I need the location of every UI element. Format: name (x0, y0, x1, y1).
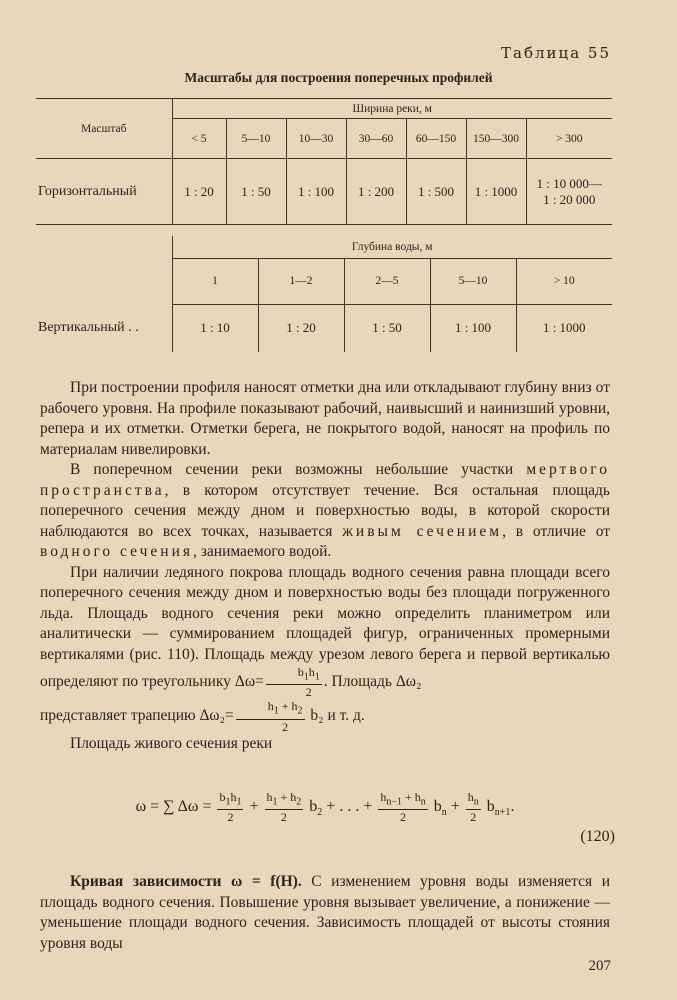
page-number: 207 (588, 958, 611, 974)
width-col: > 300 (526, 119, 612, 159)
masshtab-header: Масштаб (36, 99, 172, 159)
horizontal-value: 1 : 200 (346, 159, 406, 225)
paragraph: При наличии ледяного покрова площадь водного сечения равна площади всего поперечного сечения между дном и поверхностью воды без площади погруженного льда. Площадь водного сечения реки можно определить планиметром или аналитически — суммированием площадей фигур, ограниченных промерными вертикалями (рис. 110). Площадь между урезом левого берега и первой вертикалью определяют по треугольнику Δω= $\frac{b_1h_1}{2}$ . Площадь Δω₂ представляет трапецию Δω₂= $\frac{h_1 + h_2}{2}$ b₂ и т. д. (40, 563, 610, 734)
width-col: < 5 (172, 119, 226, 159)
equation-number: (120) (580, 828, 615, 845)
paragraph: Площадь живого сечения реки (70, 734, 273, 752)
width-caption: Ширина реки, м (172, 99, 612, 119)
depth-col: 2—5 (344, 258, 430, 304)
vertical-value: 1 : 20 (258, 304, 344, 352)
horizontal-value: 1 : 100 (286, 159, 346, 225)
fraction: $\frac{b_1h_1}{2}$ (266, 665, 322, 699)
equation-120: ω = ∑ Δω = $\frac{b_1h_1}{2}$ + $\frac{h_1 + h_2}{2}$ $b_2$ + . . . + $\frac{h_{n-1} + h_n}{2}$ $b_n$ + $\frac{h_n}{2}$ $b_{n+1}$. (135, 790, 515, 825)
horizontal-value: 1 : 1000 (466, 159, 526, 225)
table-title: Масштабы для построения поперечных профилей (184, 70, 493, 85)
width-col: 10—30 (286, 119, 346, 159)
blank-cell (36, 258, 172, 304)
blank-cell (36, 236, 172, 258)
horizontal-value: 1 : 50 (226, 159, 286, 225)
horizontal-value: 1 : 20 (172, 159, 226, 225)
width-col: 5—10 (226, 119, 286, 159)
paragraph: Кривая зависимости ω = f(H). С изменением уровня воды изменяется и площадь водного сечения. Повышение уровня вызывает увеличение, а понижение — уменьшение площади водного сечения. Зависимость площадей от высоты стояния уровня воды (40, 873, 610, 952)
width-col: 60—150 (406, 119, 466, 159)
body-text (40, 378, 610, 754)
paragraph: При построении профиля наносят отметки дна или откладывают глубину вниз от рабочего уровня. На профиле показывают рабочий, наивысший и наинизший уровни, репера и их отметки. Отметки берега, не покрытого водой, наносят на профиль по материалам нивелировки. (40, 379, 610, 458)
body-text-2 (40, 872, 610, 954)
vertical-value: 1 : 1000 (516, 304, 612, 352)
horizontal-value: 1 : 10 000— 1 : 20 000 (526, 159, 612, 225)
vertical-value: 1 : 50 (344, 304, 430, 352)
table-number: Таблица 55 (501, 44, 611, 62)
fraction: $\frac{h_1 + h_2}{2}$ (236, 699, 305, 733)
depth-col: 1—2 (258, 258, 344, 304)
horizontal-value: 1 : 500 (406, 159, 466, 225)
vertical-value: 1 : 10 (172, 304, 258, 352)
paragraph: В поперечном сечении реки возможны небольшие участки мертвого пространства, в котором отсутствует течение. Вся остальная площадь поперечного сечения между дном и поверхностью воды, в которой скорости наблюдаются во всех точках, называется живым сечением, в отличие от водного сечения, занимаемого водой. (40, 461, 611, 560)
width-col: 150—300 (466, 119, 526, 159)
width-col: 30—60 (346, 119, 406, 159)
depth-col: > 10 (516, 258, 612, 304)
depth-table (36, 236, 612, 352)
depth-col: 5—10 (430, 258, 516, 304)
vertical-value: 1 : 100 (430, 304, 516, 352)
horizontal-label: Горизонтальный (36, 159, 172, 225)
scales-table (36, 98, 612, 225)
vertical-label: Вертикальный . . (38, 320, 139, 335)
depth-caption: Глубина воды, м (172, 236, 612, 258)
depth-col: 1 (172, 258, 258, 304)
